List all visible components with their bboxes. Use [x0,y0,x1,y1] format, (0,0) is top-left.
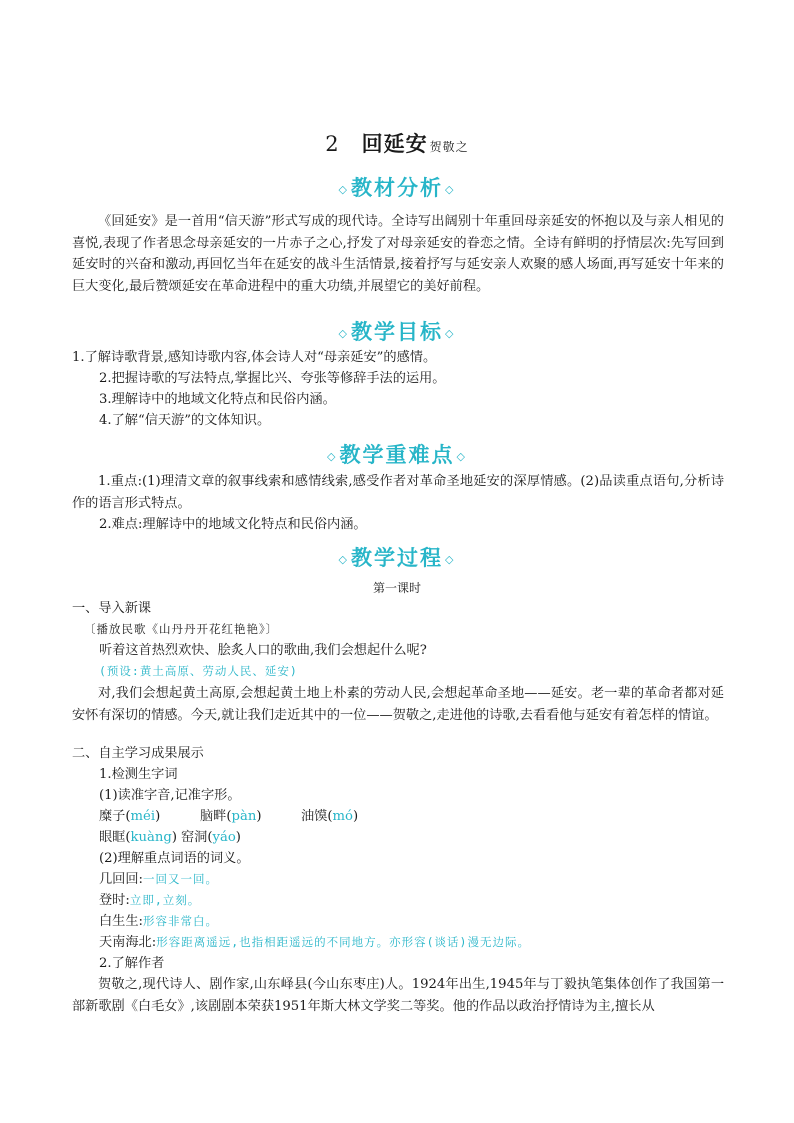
vocab-word: 眼眶(kuàng) [99,830,177,845]
diamond-icon: ◇ [338,183,349,196]
goal-item: 2.把握诗歌的写法特点,掌握比兴、夸张等修辞手法的运用。 [99,371,446,386]
vocab-word: 窑洞(yáo) [181,830,241,845]
lesson-name: 回延安 [361,131,428,156]
section-heading-process: ◇教学过程 ◇ [338,545,456,570]
diamond-icon: ◇ [327,450,338,463]
words-row-1 [99,806,759,827]
intro-paragraph: 对,我们会想起黄土高原,会想起黄土地上朴素的劳动人民,会想起革命圣地——延安。老一辈的革命者都对延安怀有深切的情感。今天,就让我们走近其中的一位——贺敬之,走进他的诗歌,去看看他与延安有着怎样的情谊。 [72,686,724,723]
goal-item: 1.了解诗歌背景,感知诗歌内容,体会诗人对“母亲延安”的感情。 [72,350,437,365]
diamond-icon: ◇ [338,553,349,566]
term-definition: 几回回:一回又一回。 [99,872,219,887]
section-heading-goals: ◇教学目标 ◇ [338,319,456,344]
period-label: 第一课时 [372,581,421,595]
diamond-icon: ◇ [445,553,456,566]
key-point-paragraph: 1.重点:(1)理清文章的叙事线索和感情线索,感受作者对革命圣地延安的深厚情感。(2)品读重点语句,分析诗作的语言形式特点。 [72,474,724,511]
part2-heading: 二、自主学习成果展示 [72,746,204,761]
vocab-word: 脑畔(pàn) [200,809,262,824]
diamond-icon: ◇ [338,327,349,340]
lesson-title [0,128,794,158]
section-heading-analysis: ◇教材分析 ◇ [338,175,456,200]
understand-heading: (2)理解重点词语的词义。 [99,851,250,866]
read-pronunciation-heading: (1)读准字音,记准字形。 [99,788,241,803]
diamond-icon: ◇ [456,450,467,463]
vocab-word: 油馍(mó) [301,809,359,824]
diamond-icon: ◇ [445,183,456,196]
intro-question: 听着这首热烈欢快、脍炙人口的歌曲,我们会想起什么呢? [99,643,427,658]
music-note: 〔播放民歌《山丹丹开花红艳艳》〕 [84,622,279,636]
goal-item: 4.了解“信天游”的文体知识。 [99,413,271,428]
lesson-number: 2 [325,132,340,156]
lesson-author: 贺敬之 [429,140,469,154]
goal-item: 3.理解诗中的地域文化特点和民俗内涵。 [99,392,336,407]
check-words-heading: 1.检测生字词 [99,767,178,782]
diamond-icon: ◇ [445,327,456,340]
part1-heading: 一、导入新课 [72,601,152,616]
analysis-paragraph: 《回延安》是一首用“信天游”形式写成的现代诗。全诗写出阔别十年重回母亲延安的怀抱以及与亲人相见的喜悦,表现了作者思念母亲延安的一片赤子之心,抒发了对母亲延安的眷恋之情。全诗有鲜明的抒情层次:先写回到延安时的兴奋和激动,再回忆当年在延安的战斗生活情景,接着抒写与延安亲人欢聚的感人场面,再写延安十年来的巨大变化,最后赞颂延安在革命进程中的重大功绩,并展望它的美好前程。 [72,214,724,294]
preset-answer: (预设:黄土高原、劳动人民、延安) [99,664,298,678]
term-definition: 登时:立即,立刻。 [99,893,201,908]
words-row-2 [99,827,759,848]
vocab-word: 糜子(méi) [99,809,161,824]
author-paragraph: 贺敬之,现代诗人、剧作家,山东峄县(今山东枣庄)人。1924年出生,1945年与丁毅执笔集体创作了我国第一部新歌剧《白毛女》,该剧剧本荣获1951年斯大林文学奖二等奖。他的作品以政治抒情诗为主,擅长从 [72,977,724,1014]
author-heading: 2.了解作者 [99,956,165,971]
term-definition: 天南海北:形容距离遥远,也指相距遥远的不同地方。亦形容(谈话)漫无边际。 [99,935,530,950]
section-heading-key-points: ◇教学重难点 ◇ [327,442,467,467]
term-definition: 白生生:形容非常白。 [99,914,219,929]
difficulty-paragraph: 2.难点:理解诗中的地域文化特点和民俗内涵。 [99,517,367,532]
